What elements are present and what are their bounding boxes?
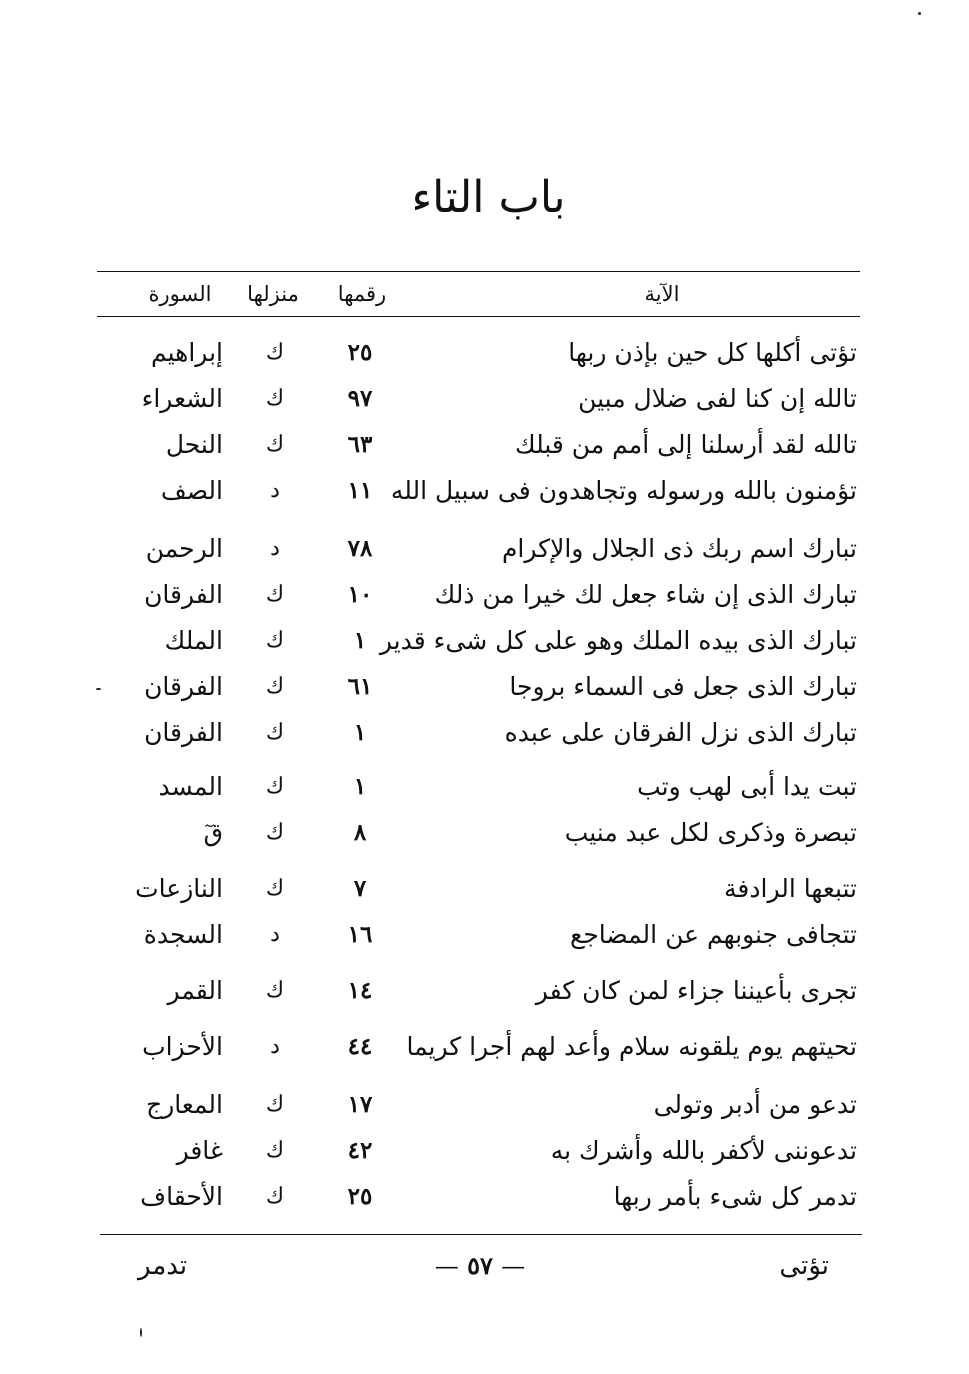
page-heading: باب التاء [411, 172, 566, 223]
ayah-text: تبارك اسم ربك ذى الجلال والإكرام [501, 534, 857, 563]
revelation-place: د [270, 1034, 280, 1059]
ayah-text: تتبعها الرادفة [724, 874, 857, 903]
ayah-number: ٧٨ [347, 535, 373, 562]
revelation-place: ك [265, 386, 285, 411]
ayah-text: تدعوننى لأكفر بالله وأشرك به [550, 1136, 857, 1165]
ayah-number: ١ [353, 719, 367, 746]
surah-name: الأحقاف [140, 1182, 223, 1211]
revelation-place: د [270, 536, 280, 561]
ayah-text: تؤمنون بالله ورسوله وتجاهدون فى سبيل الله [390, 476, 857, 505]
ayah-text: تبارك الذى بيده الملك وهو على كل شىء قدير [379, 626, 857, 655]
page-speck [96, 688, 101, 690]
revelation-place: ك [265, 720, 285, 745]
ayah-text: تدعو من أدبر وتولى [653, 1090, 857, 1119]
footer-last-entry: تدمر [138, 1251, 188, 1281]
table-row [0, 1024, 969, 1070]
ayah-text: تدمر كل شىء بأمر ربها [613, 1182, 857, 1211]
page-speck [918, 12, 921, 15]
revelation-place: ك [265, 1184, 285, 1209]
surah-name: القمر [167, 976, 223, 1005]
revelation-place: ك [265, 340, 285, 365]
ayah-number: ٧ [353, 875, 367, 902]
ayah-text: تجرى بأعيننا جزاء لمن كان كفر [535, 976, 857, 1005]
table-row [0, 866, 969, 912]
ayah-number: ١ [353, 773, 367, 800]
ayah-number: ١٤ [347, 977, 373, 1004]
table-row [0, 764, 969, 810]
surah-name: السجدة [143, 920, 223, 949]
ayah-text: تبصرة وذكرى لكل عبد منيب [564, 818, 857, 847]
ayah-number: ٦٣ [347, 431, 373, 458]
surah-name: النازعات [135, 874, 223, 903]
surah-name: الصف [160, 476, 223, 505]
footer-first-entry: تؤتى [779, 1251, 829, 1281]
table-bottom-rule [100, 1234, 862, 1235]
ayah-number: ١٦ [347, 921, 373, 948]
revelation-place: ك [265, 978, 285, 1003]
ayah-text: تبارك الذى إن شاء جعل لك خيرا من ذلك [434, 580, 857, 609]
revelation-place: د [270, 478, 280, 503]
revelation-place: ك [265, 432, 285, 457]
surah-name: الأحزاب [142, 1032, 223, 1061]
surah-name: النحل [165, 430, 223, 459]
revelation-place: ك [265, 674, 285, 699]
surah-name: قٓ [203, 818, 223, 847]
table-row [0, 968, 969, 1014]
column-header-ayah: الآية [644, 282, 680, 306]
table-row [0, 664, 969, 710]
ayah-number: ٩٧ [347, 385, 373, 412]
ayah-text: تبت يدا أبى لهب وتب [637, 772, 857, 801]
ayah-number: ٨ [353, 819, 367, 846]
surah-name: إبراهيم [150, 338, 223, 367]
surah-name: الملك [164, 626, 223, 655]
ayah-text: تحيتهم يوم يلقونه سلام وأعد لهم أجرا كريما [406, 1032, 857, 1061]
table-row [0, 526, 969, 572]
table-row [0, 1128, 969, 1174]
column-header-number: رقمها [337, 282, 387, 306]
revelation-place: د [270, 922, 280, 947]
table-row [0, 330, 969, 376]
column-header-place: منزلها [247, 282, 299, 306]
table-row [0, 710, 969, 756]
revelation-place: ك [265, 774, 285, 799]
ayah-number: ٤٤ [347, 1033, 373, 1060]
ayah-number: ١٧ [347, 1091, 373, 1118]
table-top-rule [97, 271, 860, 272]
page-number-value: ٥٧ [467, 1251, 493, 1280]
surah-name: الفرقان [144, 672, 223, 701]
revelation-place: ك [265, 582, 285, 607]
ayah-text: تبارك الذى جعل فى السماء بروجا [509, 672, 857, 701]
table-row [0, 376, 969, 422]
table-row [0, 1082, 969, 1128]
table-row [0, 912, 969, 958]
ayah-text: تتجافى جنوبهم عن المضاجع [570, 920, 857, 949]
surah-name: الرحمن [145, 534, 223, 563]
surah-name: المسد [158, 772, 223, 801]
table-row [0, 1174, 969, 1220]
table-row [0, 422, 969, 468]
revelation-place: ك [265, 876, 285, 901]
page-number [405, 1246, 555, 1286]
page-number-dash: — [434, 1252, 459, 1280]
table-header-rule [97, 316, 860, 317]
ayah-number: ١٠ [347, 581, 373, 608]
column-header-surah: السورة [148, 282, 212, 306]
page-number-dash: — [501, 1252, 526, 1280]
ayah-text: تبارك الذى نزل الفرقان على عبده [504, 718, 857, 747]
ayah-text: تالله إن كنا لفى ضلال مبين [578, 384, 857, 413]
revelation-place: ك [265, 820, 285, 845]
ayah-number: ٦١ [347, 673, 373, 700]
table-row [0, 572, 969, 618]
ayah-text: تؤتى أكلها كل حين بإذن ربها [568, 338, 857, 367]
page-speck [140, 1328, 142, 1337]
table-row [0, 468, 969, 514]
ayah-number: ٢٥ [347, 1183, 373, 1210]
surah-name: الفرقان [144, 580, 223, 609]
revelation-place: ك [265, 1138, 285, 1163]
table-row [0, 810, 969, 856]
surah-name: الشعراء [141, 384, 223, 413]
surah-name: المعارج [146, 1090, 223, 1119]
ayah-text: تالله لقد أرسلنا إلى أمم من قبلك [515, 430, 857, 459]
ayah-number: ١١ [347, 477, 373, 504]
ayah-number: ٢٥ [347, 339, 373, 366]
surah-name: الفرقان [144, 718, 223, 747]
revelation-place: ك [265, 628, 285, 653]
revelation-place: ك [265, 1092, 285, 1117]
ayah-number: ٤٢ [347, 1137, 373, 1164]
surah-name: غافر [176, 1136, 223, 1165]
table-row [0, 618, 969, 664]
ayah-number: ١ [353, 627, 367, 654]
